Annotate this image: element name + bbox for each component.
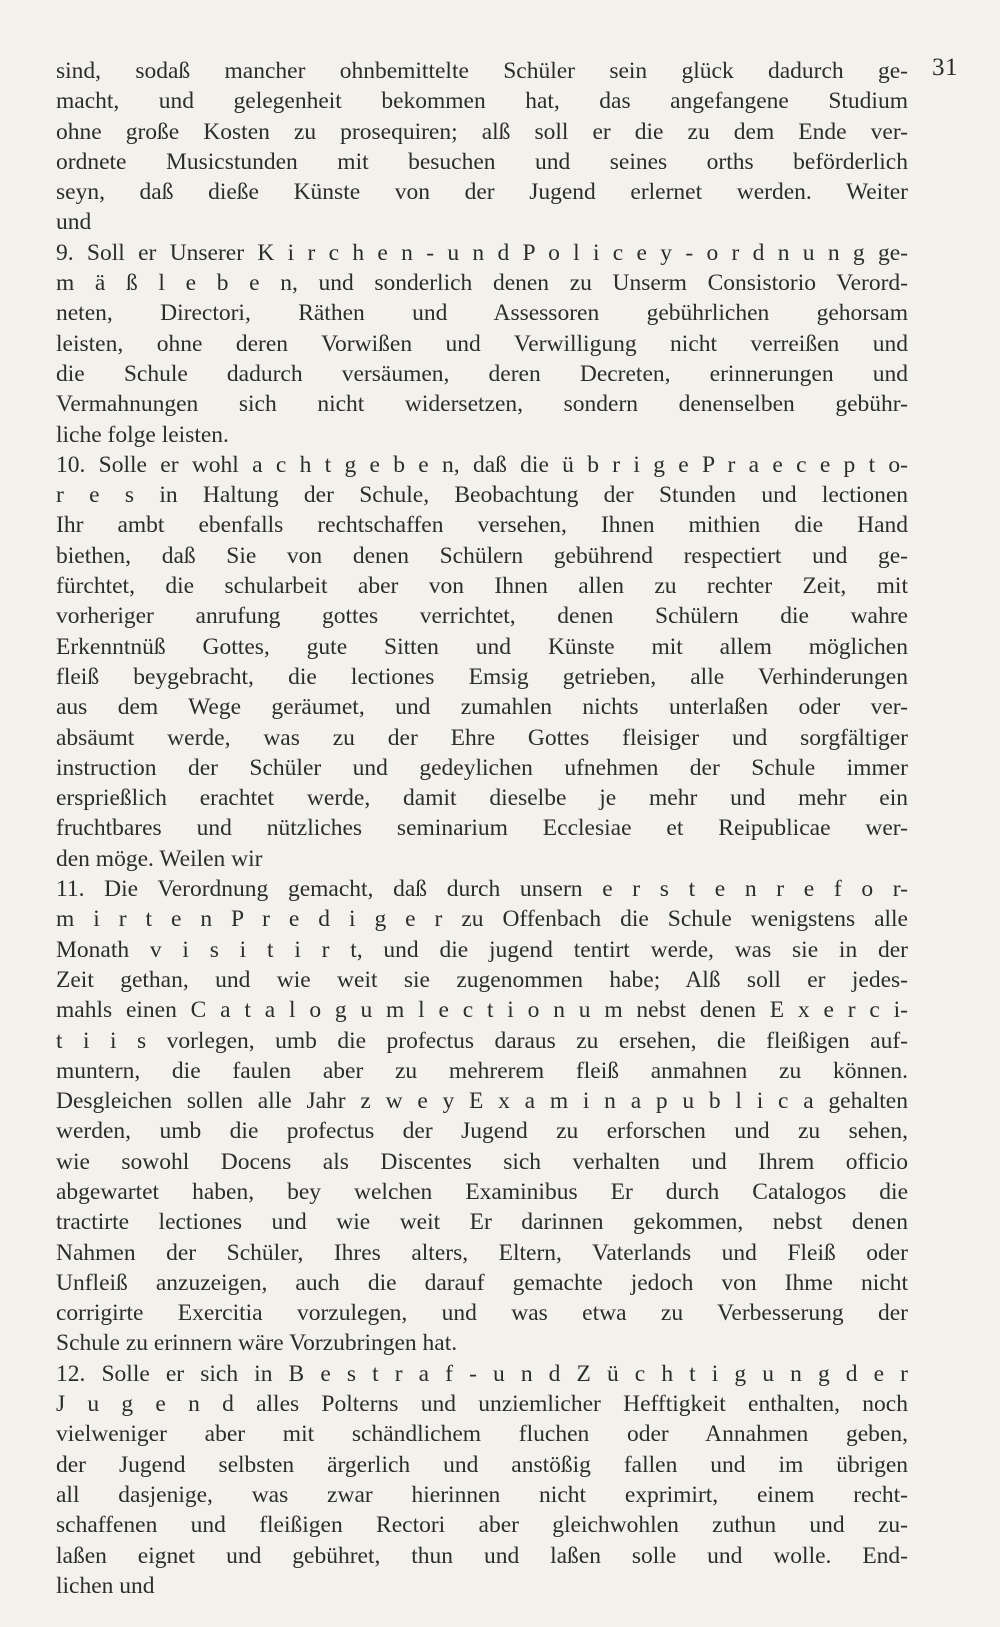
- text-line: Unfleiß anzuzeigen, auch die darauf gemachte jedoch von Ihme nicht: [56, 1269, 908, 1296]
- page-number: 31: [932, 54, 958, 81]
- text-line: aus dem Wege geräumet, und zumahlen nichts unterlaßen oder ver-: [56, 694, 908, 721]
- text-line: 12. Solle er sich in B e s t r a f - u n d Z ü c h t i g u n g d e r: [56, 1360, 908, 1387]
- text-line: leisten, ohne deren Vorwißen und Verwilligung nicht verreißen und: [56, 330, 908, 357]
- text-line: fleiß beygebracht, die lectiones Emsig getrieben, alle Verhinderungen: [56, 663, 908, 690]
- text-line: Erkenntnüß Gottes, gute Sitten und Künste mit allem möglichen: [56, 633, 908, 660]
- text-line: macht, und gelegenheit bekommen hat, das angefangene Studium: [56, 88, 908, 115]
- text-line: Desgleichen sollen alle Jahr z w e y E x a m i n a p u b l i c a gehalten: [56, 1088, 908, 1115]
- text-line: Nahmen der Schüler, Ihres alters, Eltern, Vaterlands und Fleiß oder: [56, 1239, 908, 1266]
- text-line: Schule zu erinnern wäre Vorzubringen hat.: [56, 1330, 458, 1357]
- text-line: biethen, daß Sie von denen Schülern gebührend respectiert und ge-: [56, 542, 908, 569]
- text-line: all dasjenige, was zwar hierinnen nicht exprimirt, einem recht-: [56, 1481, 908, 1508]
- text-line: instruction der Schüler und gedeylichen ufnehmen der Schule immer: [56, 754, 908, 781]
- text-line: ordnete Musicstunden mit besuchen und seines orths beförderlich: [56, 148, 908, 175]
- text-line: absäumt werde, was zu der Ehre Gottes fleisiger und sorgfältiger: [56, 724, 908, 751]
- text-line: J u g e n d alles Polterns und unziemlicher Hefftigkeit enthalten, noch: [56, 1391, 908, 1418]
- text-line: wie sowohl Docens als Discentes sich verhalten und Ihrem officio: [56, 1148, 908, 1175]
- body-text: [56, 56, 908, 1601]
- text-line: werden, umb die profectus der Jugend zu erforschen und zu sehen,: [56, 1118, 908, 1145]
- text-line: Ihr ambt ebenfalls rechtschaffen versehen, Ihnen mithien die Hand: [56, 512, 908, 539]
- text-line: m i r t e n P r e d i g e r zu Offenbach die Schule wenigstens alle: [56, 906, 908, 933]
- text-line: Monath v i s i t i r t, und die jugend tentirt werde, was sie in der: [56, 936, 908, 963]
- text-line: lichen und: [56, 1572, 155, 1599]
- text-line: r e s in Haltung der Schule, Beobachtung der Stunden und lectionen: [56, 482, 908, 509]
- text-line: abgewartet haben, bey welchen Examinibus Er durch Catalogos die: [56, 1178, 908, 1205]
- text-line: m ä ß l e b e n, und sonderlich denen zu Unserm Consistorio Verord-: [56, 270, 908, 297]
- text-line: Vermahnungen sich nicht widersetzen, sondern denenselben gebühr-: [56, 391, 908, 418]
- text-line: corrigirte Exercitia vorzulegen, und was etwa zu Verbesserung der: [56, 1300, 908, 1327]
- text-line: mahls einen C a t a l o g u m l e c t i o n u m nebst denen E x e r c i-: [56, 997, 908, 1024]
- text-line: ersprießlich erachtet werde, damit dieselbe je mehr und mehr ein: [56, 785, 908, 812]
- text-line: 11. Die Verordnung gemacht, daß durch unsern e r s t e n r e f o r-: [56, 876, 908, 903]
- text-line: vorheriger anrufung gottes verrichtet, denen Schülern die wahre: [56, 603, 908, 630]
- text-line: sind, sodaß mancher ohnbemittelte Schüler sein glück dadurch ge-: [56, 58, 908, 84]
- text-line: laßen eignet und gebühret, thun und laßen solle und wolle. End-: [56, 1542, 908, 1569]
- text-line: fürchtet, die schularbeit aber von Ihnen allen zu rechter Zeit, mit: [56, 573, 908, 600]
- text-line: Zeit gethan, und wie weit sie zugenommen habe; Alß soll er jedes-: [56, 966, 908, 993]
- text-line: der Jugend selbsten ärgerlich und anstößig fallen und im übrigen: [56, 1451, 908, 1478]
- text-line: 9. Soll er Unserer K i r c h e n - u n d P o l i c e y - o r d n u n g ge-: [56, 239, 908, 266]
- text-line: die Schule dadurch versäumen, deren Decreten, erinnerungen und: [56, 360, 908, 387]
- text-line: neten, Directori, Räthen und Assessoren gebührlichen gehorsam: [56, 300, 908, 327]
- text-line: t i i s vorlegen, umb die profectus daraus zu ersehen, die fleißigen auf-: [56, 1027, 908, 1054]
- text-line: muntern, die faulen aber zu mehrerem fleiß anmahnen zu können.: [56, 1057, 908, 1084]
- text-line: den möge. Weilen wir: [56, 845, 263, 872]
- text-line: 10. Solle er wohl a c h t g e b e n, daß die ü b r i g e P r a e c e p t o-: [56, 451, 908, 478]
- text-line: seyn, daß dieße Künste von der Jugend erlernet werden. Weiter: [56, 179, 908, 206]
- text-line: vielweniger aber mit schändlichem fluchen oder Annahmen geben,: [56, 1421, 908, 1448]
- text-line: tractirte lectiones und wie weit Er darinnen gekommen, nebst denen: [56, 1209, 908, 1236]
- text-line: schaffenen und fleißigen Rectori aber gleichwohlen zuthun und zu-: [56, 1512, 908, 1539]
- text-line: fruchtbares und nützliches seminarium Ecclesiae et Reipublicae wer-: [56, 815, 908, 842]
- text-line: und: [56, 209, 92, 236]
- text-line: liche folge leisten.: [56, 421, 229, 448]
- text-line: ohne große Kosten zu prosequiren; alß soll er die zu dem Ende ver-: [56, 118, 908, 145]
